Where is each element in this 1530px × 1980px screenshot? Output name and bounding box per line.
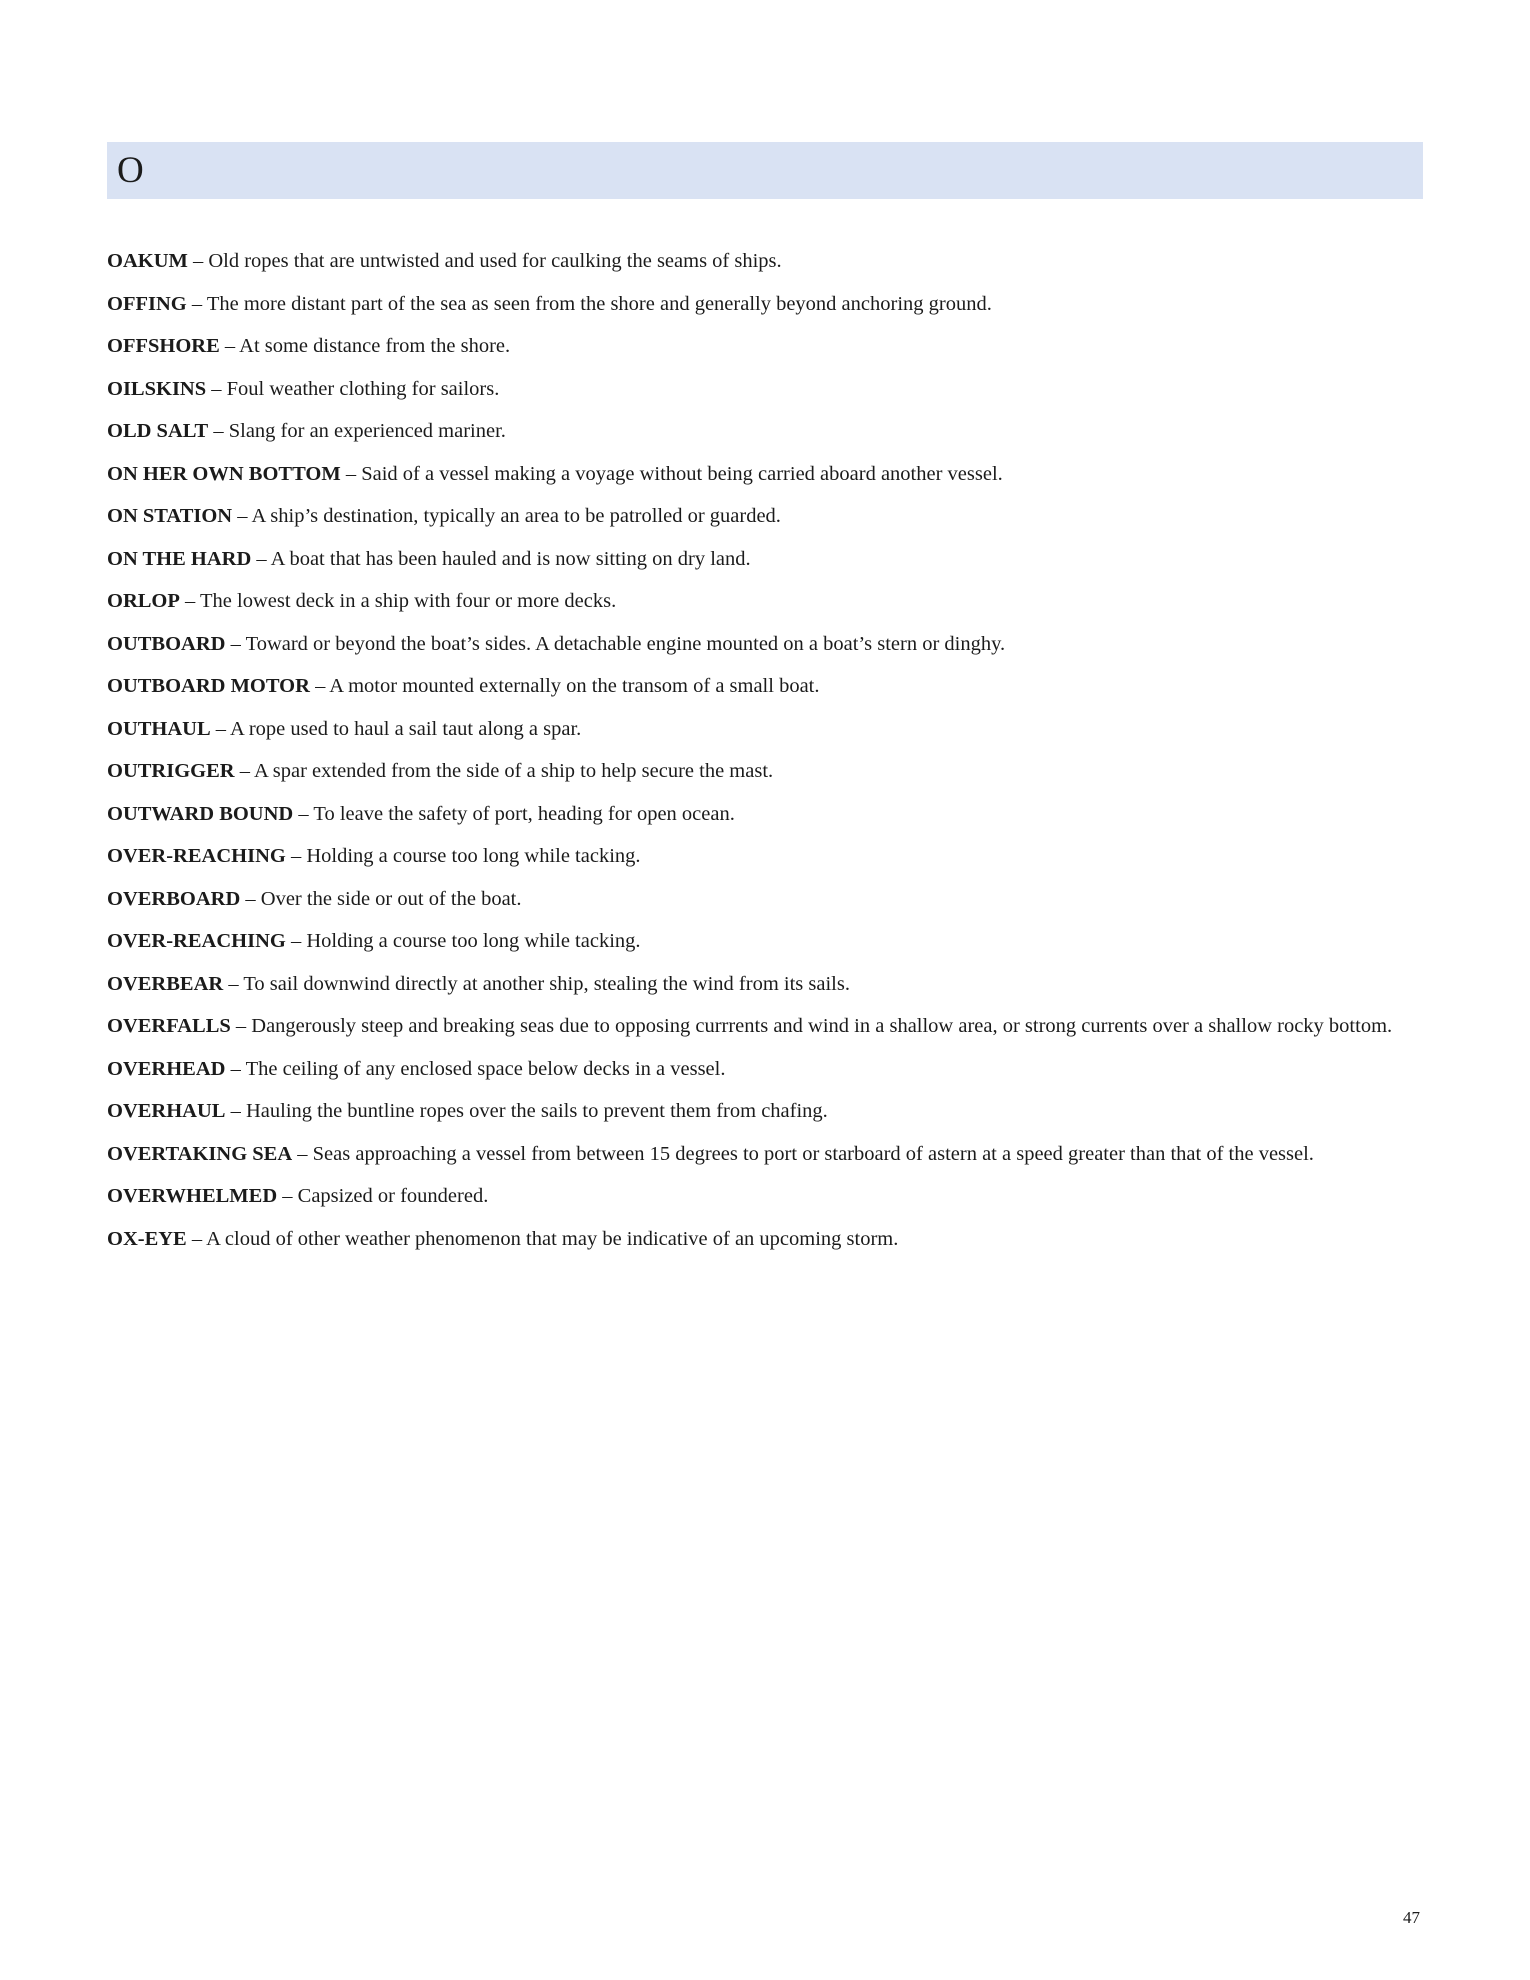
term: OUTBOARD bbox=[107, 632, 226, 655]
definition: – At some distance from the shore. bbox=[224, 335, 511, 358]
glossary-entry bbox=[107, 545, 1423, 575]
glossary-entry bbox=[107, 332, 1423, 362]
glossary-entry bbox=[107, 417, 1423, 447]
term: OLD SALT bbox=[107, 420, 209, 443]
glossary-entry bbox=[107, 970, 1423, 1000]
definition: – A cloud of other weather phenomenon that may be indicative of an upcoming storm. bbox=[191, 1227, 899, 1250]
term: OUTBOARD MOTOR bbox=[107, 675, 310, 698]
glossary-entry bbox=[107, 672, 1423, 702]
glossary-entry bbox=[107, 757, 1423, 787]
term: OX-EYE bbox=[107, 1227, 187, 1250]
term: OVERHAUL bbox=[107, 1100, 226, 1123]
term: OFFSHORE bbox=[107, 335, 220, 358]
definition: – Capsized or foundered. bbox=[282, 1185, 489, 1208]
definition: – The ceiling of any enclosed space below decks in a vessel. bbox=[230, 1057, 726, 1080]
definition: – The lowest deck in a ship with four or more decks. bbox=[185, 590, 617, 613]
definition: – Dangerously steep and breaking seas due to opposing currrents and wind in a shallow area, or strong currents over a shallow rocky bottom. bbox=[235, 1015, 1393, 1038]
definition: – Toward or beyond the boat’s sides. A detachable engine mounted on a boat’s stern or dinghy. bbox=[230, 632, 1006, 655]
term: ON HER OWN BOTTOM bbox=[107, 462, 341, 485]
glossary-entry bbox=[107, 842, 1423, 872]
definition: – A boat that has been hauled and is now sitting on dry land. bbox=[256, 547, 751, 570]
definition: – Old ropes that are untwisted and used for caulking the seams of ships. bbox=[192, 250, 782, 272]
glossary-entry bbox=[107, 1097, 1423, 1127]
glossary-entry bbox=[107, 927, 1423, 957]
glossary-entry bbox=[107, 800, 1423, 830]
term: OVER-REACHING bbox=[107, 845, 286, 868]
glossary-entry bbox=[107, 460, 1423, 490]
glossary-entry bbox=[107, 630, 1423, 660]
term: OVERBOARD bbox=[107, 887, 241, 910]
term: OILSKINS bbox=[107, 377, 207, 400]
definition: – A spar extended from the side of a ship to help secure the mast. bbox=[239, 760, 774, 783]
glossary-entry bbox=[107, 885, 1423, 915]
term: OAKUM bbox=[107, 250, 188, 272]
term: OUTWARD BOUND bbox=[107, 802, 294, 825]
definition: – A ship’s destination, typically an area to be patrolled or guarded. bbox=[237, 505, 781, 528]
glossary-entry bbox=[107, 1012, 1423, 1042]
term: OUTRIGGER bbox=[107, 760, 235, 783]
definition: – Slang for an experienced mariner. bbox=[213, 420, 506, 443]
definition: – Holding a course too long while tacking. bbox=[290, 845, 641, 868]
term: OVER-REACHING bbox=[107, 930, 286, 953]
definition: – A motor mounted externally on the transom of a small boat. bbox=[315, 675, 820, 698]
definition: – Holding a course too long while tacking. bbox=[290, 930, 641, 953]
glossary-entry bbox=[107, 1225, 1423, 1255]
glossary-entry bbox=[107, 375, 1423, 405]
term: ON THE HARD bbox=[107, 547, 252, 570]
definition: – Foul weather clothing for sailors. bbox=[211, 377, 500, 400]
term: OUTHAUL bbox=[107, 717, 211, 740]
term: OFFING bbox=[107, 292, 187, 315]
term: ON STATION bbox=[107, 505, 233, 528]
glossary-entry bbox=[107, 247, 1423, 277]
glossary-entry bbox=[107, 290, 1423, 320]
glossary-entry bbox=[107, 715, 1423, 745]
definition: – Seas approaching a vessel from between 15 degrees to port or starboard of astern at a speed greater than that of the vessel. bbox=[297, 1142, 1314, 1165]
definition: – The more distant part of the sea as seen from the shore and generally beyond anchoring ground. bbox=[191, 292, 992, 315]
glossary-entries bbox=[107, 247, 1423, 1254]
definition: – Said of a vessel making a voyage without being carried aboard another vessel. bbox=[345, 462, 1003, 485]
glossary-entry bbox=[107, 1055, 1423, 1085]
glossary-entry bbox=[107, 587, 1423, 617]
page-number: 47 bbox=[1403, 1908, 1420, 1927]
term: OVERBEAR bbox=[107, 972, 224, 995]
term: OVERWHELMED bbox=[107, 1185, 278, 1208]
term: OVERHEAD bbox=[107, 1057, 226, 1080]
glossary-entry bbox=[107, 1140, 1423, 1170]
definition: – A rope used to haul a sail taut along a spar. bbox=[215, 717, 582, 740]
section-letter: O bbox=[117, 150, 144, 191]
glossary-entry bbox=[107, 502, 1423, 532]
term: ORLOP bbox=[107, 590, 180, 613]
section-header-band bbox=[107, 142, 1423, 199]
term: OVERTAKING SEA bbox=[107, 1142, 293, 1165]
page-content bbox=[107, 0, 1423, 1267]
definition: – To sail downwind directly at another ship, stealing the wind from its sails. bbox=[228, 972, 850, 995]
term: OVERFALLS bbox=[107, 1015, 231, 1038]
definition: – Over the side or out of the boat. bbox=[245, 887, 522, 910]
definition: – To leave the safety of port, heading for open ocean. bbox=[298, 802, 735, 825]
glossary-entry bbox=[107, 1182, 1423, 1212]
definition: – Hauling the buntline ropes over the sails to prevent them from chafing. bbox=[230, 1100, 828, 1123]
